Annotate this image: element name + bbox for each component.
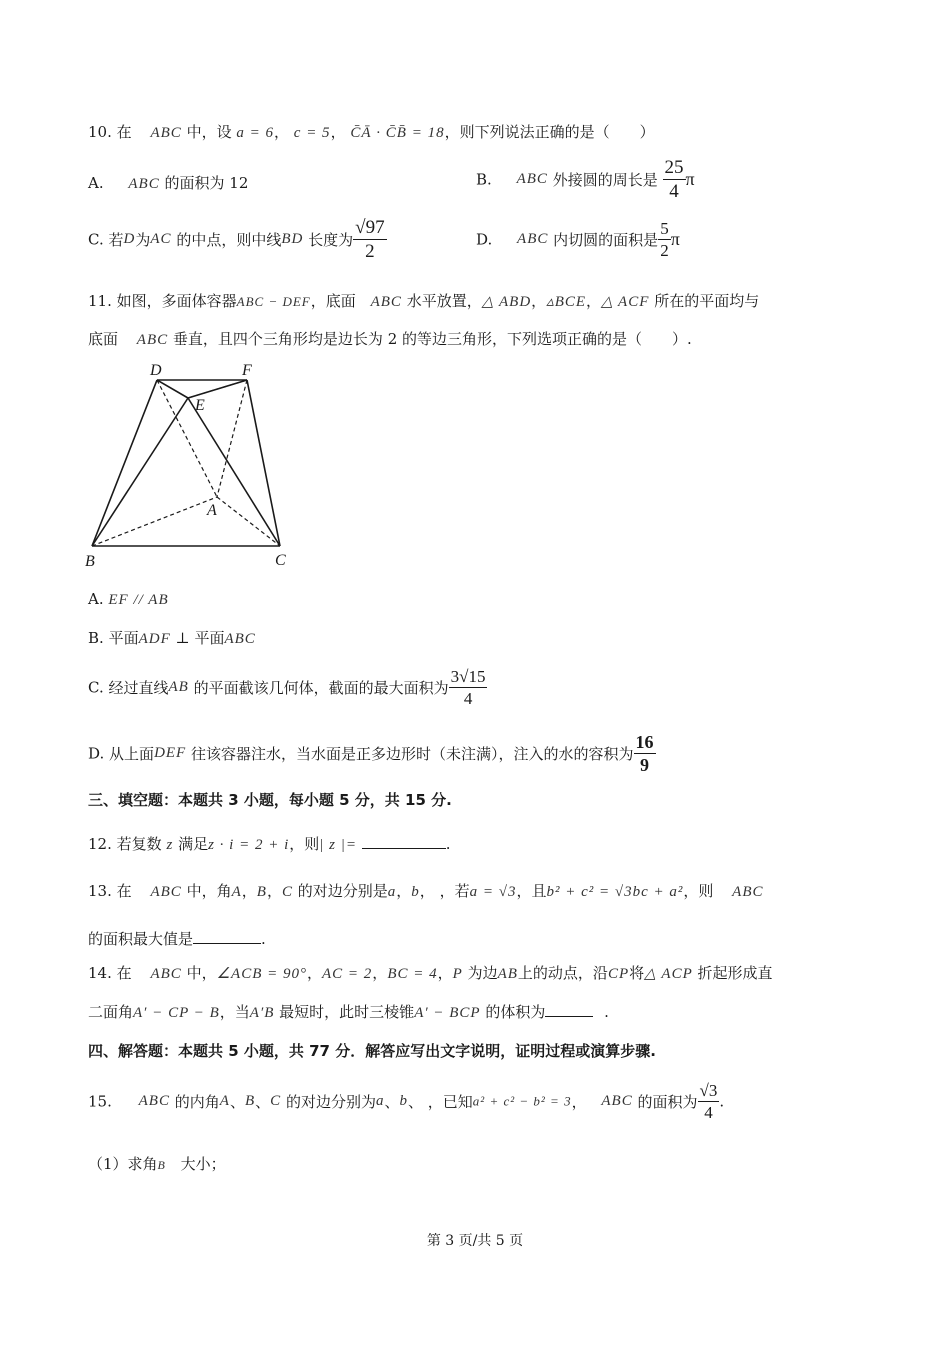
edge-eb	[92, 398, 188, 546]
option-label: B.	[476, 170, 492, 189]
text: 的中点，则中线	[176, 231, 282, 249]
option-label: D.	[476, 230, 493, 249]
text: 的内角	[174, 1093, 220, 1111]
denominator: 9	[640, 755, 650, 775]
vertex-label-b: B	[85, 553, 95, 570]
text: 从上面	[109, 745, 155, 763]
option-label: C.	[88, 678, 104, 697]
text: ，	[266, 882, 282, 900]
text: 水平放置，	[406, 292, 482, 310]
question-number: 12.	[88, 835, 112, 853]
math-segment: CP	[607, 966, 630, 982]
q10-stem	[88, 121, 655, 142]
math-angle: A	[231, 884, 242, 900]
math-angle: C	[281, 884, 293, 900]
pi-symbol: π	[685, 169, 695, 189]
math-triangle: ABC	[601, 1093, 633, 1109]
edge-fe-hidden	[188, 380, 247, 398]
edge-fa	[217, 380, 247, 497]
fraction	[663, 158, 686, 201]
text: 垂直，且四个三角形均是边长为 2 的等边三角形，下列选项正确的是（ ）.	[172, 330, 692, 348]
numerator: 16	[635, 732, 654, 752]
text: 最短时，此时三棱锥	[279, 1003, 415, 1021]
text: 如图，多面体容器	[116, 292, 237, 310]
math-angle: B	[244, 1093, 256, 1109]
question-number: 14.	[88, 964, 112, 982]
text: ，	[306, 964, 322, 982]
q15-stem	[88, 1082, 724, 1121]
text: ，	[571, 1093, 587, 1111]
text: 小题，共	[238, 1042, 310, 1060]
math-modulus: | z |=	[319, 837, 357, 853]
text: 二面角	[88, 1003, 134, 1021]
text: ，底面	[310, 292, 356, 310]
edge-ba	[92, 497, 217, 546]
text: .	[445, 835, 451, 853]
text: ，	[437, 964, 453, 982]
math-condition: c = 5	[293, 125, 331, 141]
text: 在	[116, 123, 132, 141]
text: 77	[309, 1042, 330, 1060]
math-segment: BD	[281, 231, 304, 247]
vertex-label-d: D	[150, 362, 162, 379]
math-plane: DEF	[154, 745, 187, 761]
text: 的平面截该几何体，截面的最大面积为	[193, 679, 449, 697]
text: 满足	[178, 835, 209, 853]
text: ，	[531, 292, 547, 310]
text: 折起形成直	[697, 964, 773, 982]
vertex-label-a: A	[207, 502, 217, 519]
math-triangle: ABC	[150, 884, 182, 900]
pi-symbol: π	[670, 229, 680, 249]
q14-line2	[88, 1001, 609, 1022]
text: 5	[228, 1042, 239, 1060]
text: 往该容器注水，当水面是正多边形时（未注满），注入的水的容积为	[191, 745, 634, 763]
text: ，	[586, 292, 602, 310]
math-triangle: ABC	[128, 176, 160, 192]
q10-option-b	[476, 158, 695, 201]
math-dihedral: A′ − CP − B	[133, 1005, 220, 1021]
text: （1）求角	[88, 1155, 158, 1173]
text: 若	[108, 231, 124, 249]
text: 5	[339, 791, 350, 809]
q11-stem-line2	[88, 328, 692, 349]
text: ，	[419, 882, 435, 900]
q13-line1	[88, 880, 764, 901]
vertex-label-e: E	[195, 397, 205, 414]
text: 经过直线	[108, 679, 169, 697]
math-point: P	[452, 966, 463, 982]
vertex-label-f: F	[242, 362, 252, 379]
text: 分．解答应写出文字说明，证明过程或演算步骤.	[330, 1042, 656, 1060]
math-variable: b	[399, 1093, 408, 1109]
math-angle: B	[256, 884, 267, 900]
math-segment: A′B	[249, 1005, 275, 1021]
text: 平面	[194, 629, 225, 647]
text: 内切圆的面积是	[553, 231, 659, 249]
q11-stem-line1	[88, 290, 759, 311]
option-label: C.	[88, 230, 104, 249]
question-number: 10.	[88, 123, 112, 141]
numerator: 3√15	[450, 667, 486, 686]
text: 小题，每小题	[238, 791, 340, 809]
math-triangle: ABC	[370, 294, 402, 310]
q15-subquestion-1	[88, 1153, 226, 1174]
text: 外接圆的周长是	[552, 171, 658, 189]
text: 分，共	[349, 791, 406, 809]
text: ，	[330, 123, 346, 141]
text: 为边	[467, 964, 498, 982]
math-plane: ABC	[224, 631, 256, 647]
text: 3	[228, 791, 239, 809]
fraction	[658, 220, 671, 259]
math-equation: z · i = 2 + i	[208, 837, 290, 853]
text: ，则	[683, 882, 714, 900]
answer-blank	[362, 848, 446, 849]
option-label: D.	[88, 744, 105, 763]
text: 的面积为 12	[164, 174, 249, 192]
math-triangle: ABC	[136, 332, 169, 348]
fraction	[634, 733, 656, 774]
text: 四、解答题：本题共	[88, 1042, 229, 1060]
vertex-label-c: C	[275, 552, 286, 569]
math-triangle: ABC	[517, 231, 549, 247]
math-triangle: ABC	[150, 125, 182, 141]
math-variable: a	[375, 1093, 385, 1109]
question-number: 15.	[88, 1092, 112, 1111]
math-angle: C	[270, 1093, 282, 1109]
denominator: 4	[463, 689, 473, 708]
text: 中，角	[186, 882, 232, 900]
math-equation: b² + c² = √3bc + a²	[546, 884, 684, 900]
answer-blank	[193, 943, 261, 944]
math-variable: a	[387, 884, 397, 900]
text: 平面	[108, 629, 139, 647]
text: 、	[384, 1093, 400, 1111]
math-polyhedron: ABC − DEF	[236, 294, 311, 309]
math-triangle: △ ACF	[601, 294, 650, 310]
text: 的对边分别是	[297, 882, 388, 900]
q13-line2	[88, 928, 266, 949]
text: 中，	[186, 964, 217, 982]
text: ，若	[439, 882, 470, 900]
text: 在	[116, 882, 132, 900]
text: 的对边分别为	[285, 1093, 376, 1111]
numerator: 5	[660, 219, 669, 238]
text: 底面	[88, 330, 119, 348]
text: 三、填空题：本题共	[88, 791, 229, 809]
math-condition: a = 6	[236, 125, 274, 141]
section-heading-solutions	[88, 1040, 656, 1061]
math-triangle: △ ABD	[481, 294, 532, 310]
q11-option-a	[88, 590, 169, 609]
denominator: 4	[669, 181, 679, 202]
edge-fc	[247, 380, 280, 546]
text: ，当	[219, 1003, 250, 1021]
math-angle: B	[157, 1158, 166, 1172]
math-angle: A	[219, 1093, 230, 1109]
text: .	[261, 930, 266, 948]
text: ，且	[516, 882, 547, 900]
perpendicular-symbol: ⊥	[175, 629, 190, 647]
numerator: √97	[355, 217, 385, 238]
fraction	[449, 668, 488, 707]
text: ，	[241, 882, 257, 900]
polyhedron-figure	[80, 360, 310, 575]
math-triangle: ABC	[150, 966, 182, 982]
text: 长度为	[308, 231, 354, 249]
fraction	[353, 218, 386, 261]
q10-option-a	[88, 172, 248, 193]
text: 为	[135, 231, 151, 249]
math-pyramid: A′ − BCP	[414, 1005, 481, 1021]
fraction	[698, 1082, 720, 1121]
edge-db	[92, 380, 157, 546]
math-triangle: ABC	[516, 171, 548, 187]
text: ，则下列说法正确的是（ ）	[444, 123, 655, 141]
math-equation: a² + c² − b² = 3	[472, 1093, 572, 1109]
solid-edges	[92, 380, 280, 546]
text: .	[604, 1003, 609, 1021]
option-label: B.	[88, 629, 104, 647]
text: 大小；	[180, 1155, 226, 1173]
text: 将	[629, 964, 645, 982]
q11-option-d	[88, 733, 656, 774]
text: 分.	[425, 791, 452, 809]
q11-option-c	[88, 668, 487, 707]
math-line: AB	[168, 679, 189, 695]
answer-blank	[545, 1016, 593, 1017]
question-number: 13.	[88, 882, 112, 900]
q10-option-c	[88, 218, 387, 261]
edge-ac	[217, 497, 280, 546]
text: 15	[405, 791, 426, 809]
q11-option-b	[88, 627, 256, 648]
text: 上的动点，沿	[517, 964, 608, 982]
math-triangle: ABC	[732, 884, 764, 900]
text: 的面积为	[637, 1093, 698, 1111]
math-expression: EF // AB	[108, 592, 169, 608]
text: .	[719, 1092, 725, 1111]
option-label: A.	[88, 174, 104, 192]
math-equation: a = √3	[469, 884, 517, 900]
math-equation: AC = 2	[322, 966, 373, 982]
q14-line1	[88, 962, 773, 983]
math-plane: ADF	[138, 631, 171, 647]
q12	[88, 833, 451, 854]
denominator: 2	[365, 241, 375, 262]
question-number: 11.	[88, 292, 112, 310]
text: ，	[273, 123, 289, 141]
numerator: √3	[699, 1081, 718, 1100]
text: 若复数	[116, 835, 162, 853]
denominator: 4	[704, 1103, 713, 1122]
text: ，已知	[427, 1093, 473, 1111]
math-variable: z	[166, 837, 174, 853]
q10-option-d	[476, 220, 680, 259]
math-angle: ∠ACB = 90°	[216, 966, 307, 982]
option-label: A.	[88, 590, 104, 608]
text: ，	[372, 964, 388, 982]
text: 中，设	[186, 123, 232, 141]
math-equation: BC = 4	[387, 966, 438, 982]
math-segment: AB	[497, 966, 518, 982]
section-heading-fill-in	[88, 789, 452, 810]
text: 、	[229, 1093, 245, 1111]
math-triangle: ▵BCE	[546, 294, 587, 310]
denominator: 2	[660, 241, 669, 260]
text: ，	[396, 882, 412, 900]
text: 、	[255, 1093, 271, 1111]
math-point: D	[123, 231, 136, 247]
text: 在	[116, 964, 132, 982]
math-vector-product: C̄Ā · C̄B̄ = 18	[350, 125, 445, 141]
text: 、	[407, 1093, 423, 1111]
math-triangle: △ ACP	[644, 966, 693, 982]
text: 的面积最大值是	[88, 930, 194, 948]
text: 的体积为	[485, 1003, 546, 1021]
math-variable: b	[411, 884, 420, 900]
text: 所在的平面均与	[654, 292, 760, 310]
text: ，则	[289, 835, 320, 853]
math-segment: AC	[150, 231, 172, 247]
page-footer: 第 3 页/共 5 页	[426, 1233, 524, 1249]
edge-ec	[188, 398, 280, 546]
numerator: 25	[664, 157, 684, 178]
math-triangle: ABC	[138, 1093, 170, 1109]
